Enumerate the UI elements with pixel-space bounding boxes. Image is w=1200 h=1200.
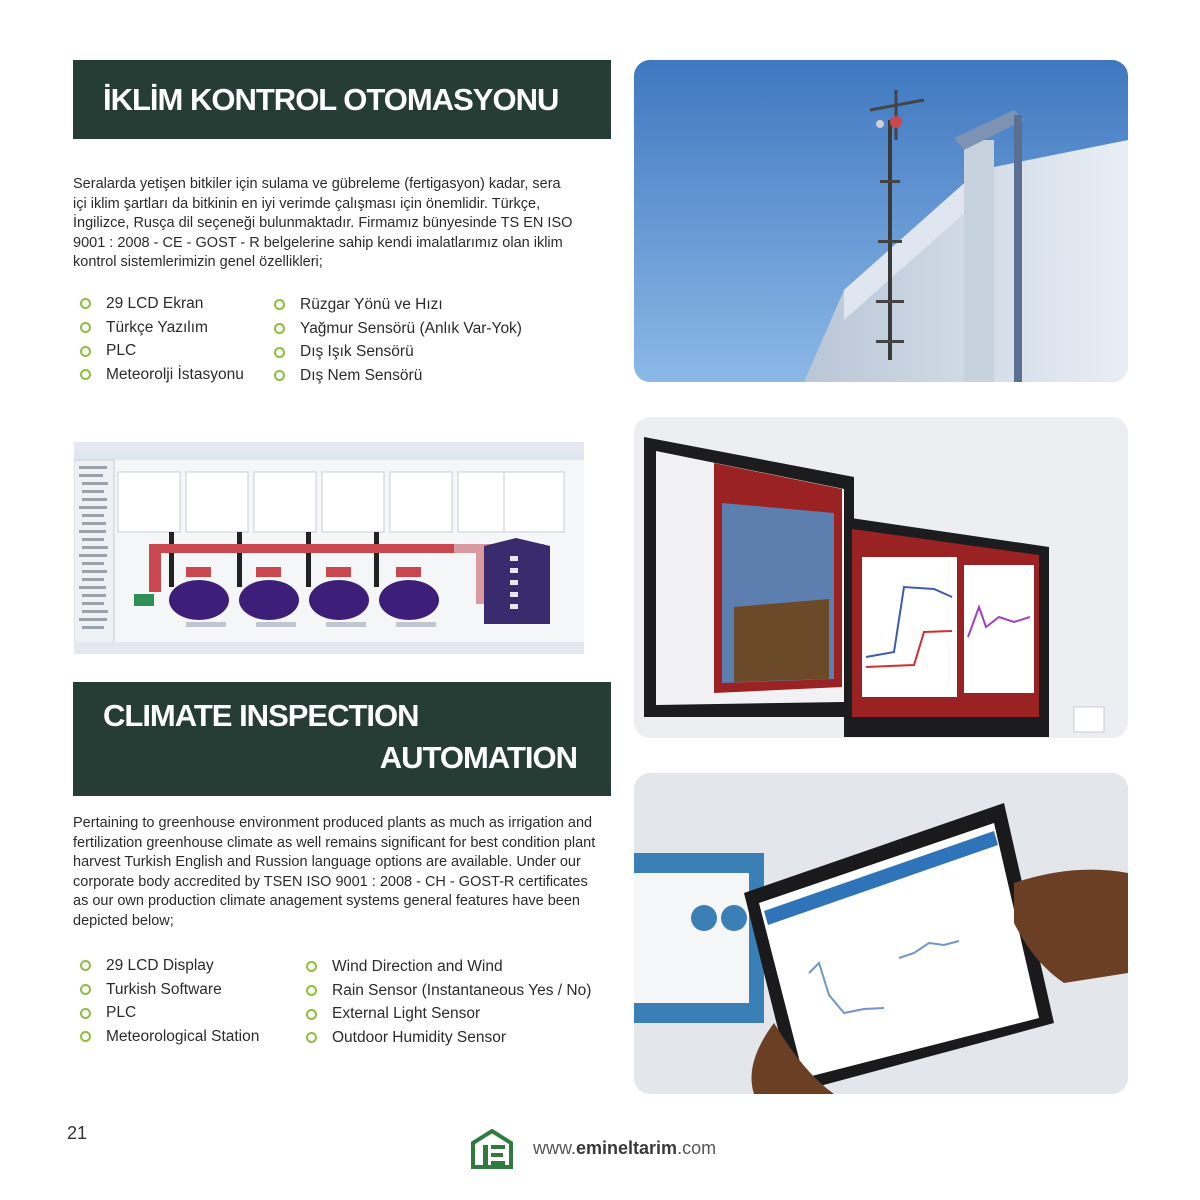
list-item: Yağmur Sensörü (Anlık Var-Yok) — [274, 317, 522, 341]
bullet-icon — [306, 1032, 317, 1043]
page-number: 21 — [67, 1123, 88, 1143]
list-item: Rüzgar Yönü ve Hızı — [274, 293, 522, 317]
bullet-icon — [80, 984, 91, 995]
dual-monitor-photo — [634, 417, 1128, 738]
website-url[interactable]: www.emineltarim.com — [533, 1138, 717, 1158]
list-item: 29 LCD Ekran — [80, 292, 244, 316]
list-item: Wind Direction and Wind — [306, 955, 591, 979]
bullet-icon — [306, 985, 317, 996]
tr-features-left — [80, 292, 244, 387]
bullet-icon — [274, 370, 285, 381]
bullet-icon — [80, 369, 91, 380]
list-item: PLC — [80, 339, 244, 363]
bullet-icon — [80, 346, 91, 357]
bullet-icon — [274, 347, 285, 358]
list-item: Outdoor Humidity Sensor — [306, 1026, 591, 1050]
list-item: Rain Sensor (Instantaneous Yes / No) — [306, 979, 591, 1003]
en-features-left — [80, 954, 259, 1049]
bullet-icon — [80, 298, 91, 309]
list-item: Meteorolji İstasyonu — [80, 363, 244, 387]
list-item: External Light Sensor — [306, 1002, 591, 1026]
list-item: Dış Işık Sensörü — [274, 340, 522, 364]
en-features-right — [306, 955, 591, 1050]
bullet-icon — [306, 1009, 317, 1020]
list-item: PLC — [80, 1001, 259, 1025]
bullet-icon — [306, 961, 317, 972]
en-paragraph: Pertaining to greenhouse environment produced plants as much as irrigation and fertilization greenhouse climate as well remains significant for best condition plant harvest Turkish English and Russion language options are available. Under our corporate body accredited by TSEN ISO 9001 : 2008 - CH - GOST-R certificates as our own production climate anagement systems general features have been depicted below; — [73, 815, 596, 929]
en-title-line1: CLIMATE INSPECTION — [103, 698, 419, 733]
tr-paragraph: Seralarda yetişen bitkiler için sulama ve gübreleme (fertigasyon) kadar, sera içi iklim şartları da bitkinin en iyi verimde çalışması için önemlidir. Türkçe, İngilizce, Rusça dil seçeneği bulunmaktadır. Firmamız bünyesinde TS EN ISO 9001 : 2008 - CE - GOST - R belgelerine sahip kendi imalatlarımız olan iklim kontrol sistemlerimizin genel özellikleri; — [73, 176, 573, 271]
bullet-icon — [80, 960, 91, 971]
tr-title-banner — [73, 60, 611, 139]
list-item: Türkçe Yazılım — [80, 316, 244, 340]
tr-features-right — [274, 293, 522, 388]
scada-diagram-screenshot — [74, 442, 584, 654]
list-item: 29 LCD Display — [80, 954, 259, 978]
brand-logo-icon — [471, 1129, 513, 1169]
en-title-line2: AUTOMATION — [379, 740, 577, 775]
list-item: Turkish Software — [80, 978, 259, 1002]
bullet-icon — [274, 299, 285, 310]
bullet-icon — [274, 323, 285, 334]
list-item: Meteorological Station — [80, 1025, 259, 1049]
weather-station-photo — [634, 60, 1128, 382]
list-item: Dış Nem Sensörü — [274, 364, 522, 388]
bullet-icon — [80, 1031, 91, 1042]
en-title-banner — [73, 682, 611, 796]
bullet-icon — [80, 1008, 91, 1019]
tablet-hand-photo — [634, 773, 1128, 1094]
tr-title: İKLİM KONTROL OTOMASYONU — [103, 82, 559, 117]
bullet-icon — [80, 322, 91, 333]
